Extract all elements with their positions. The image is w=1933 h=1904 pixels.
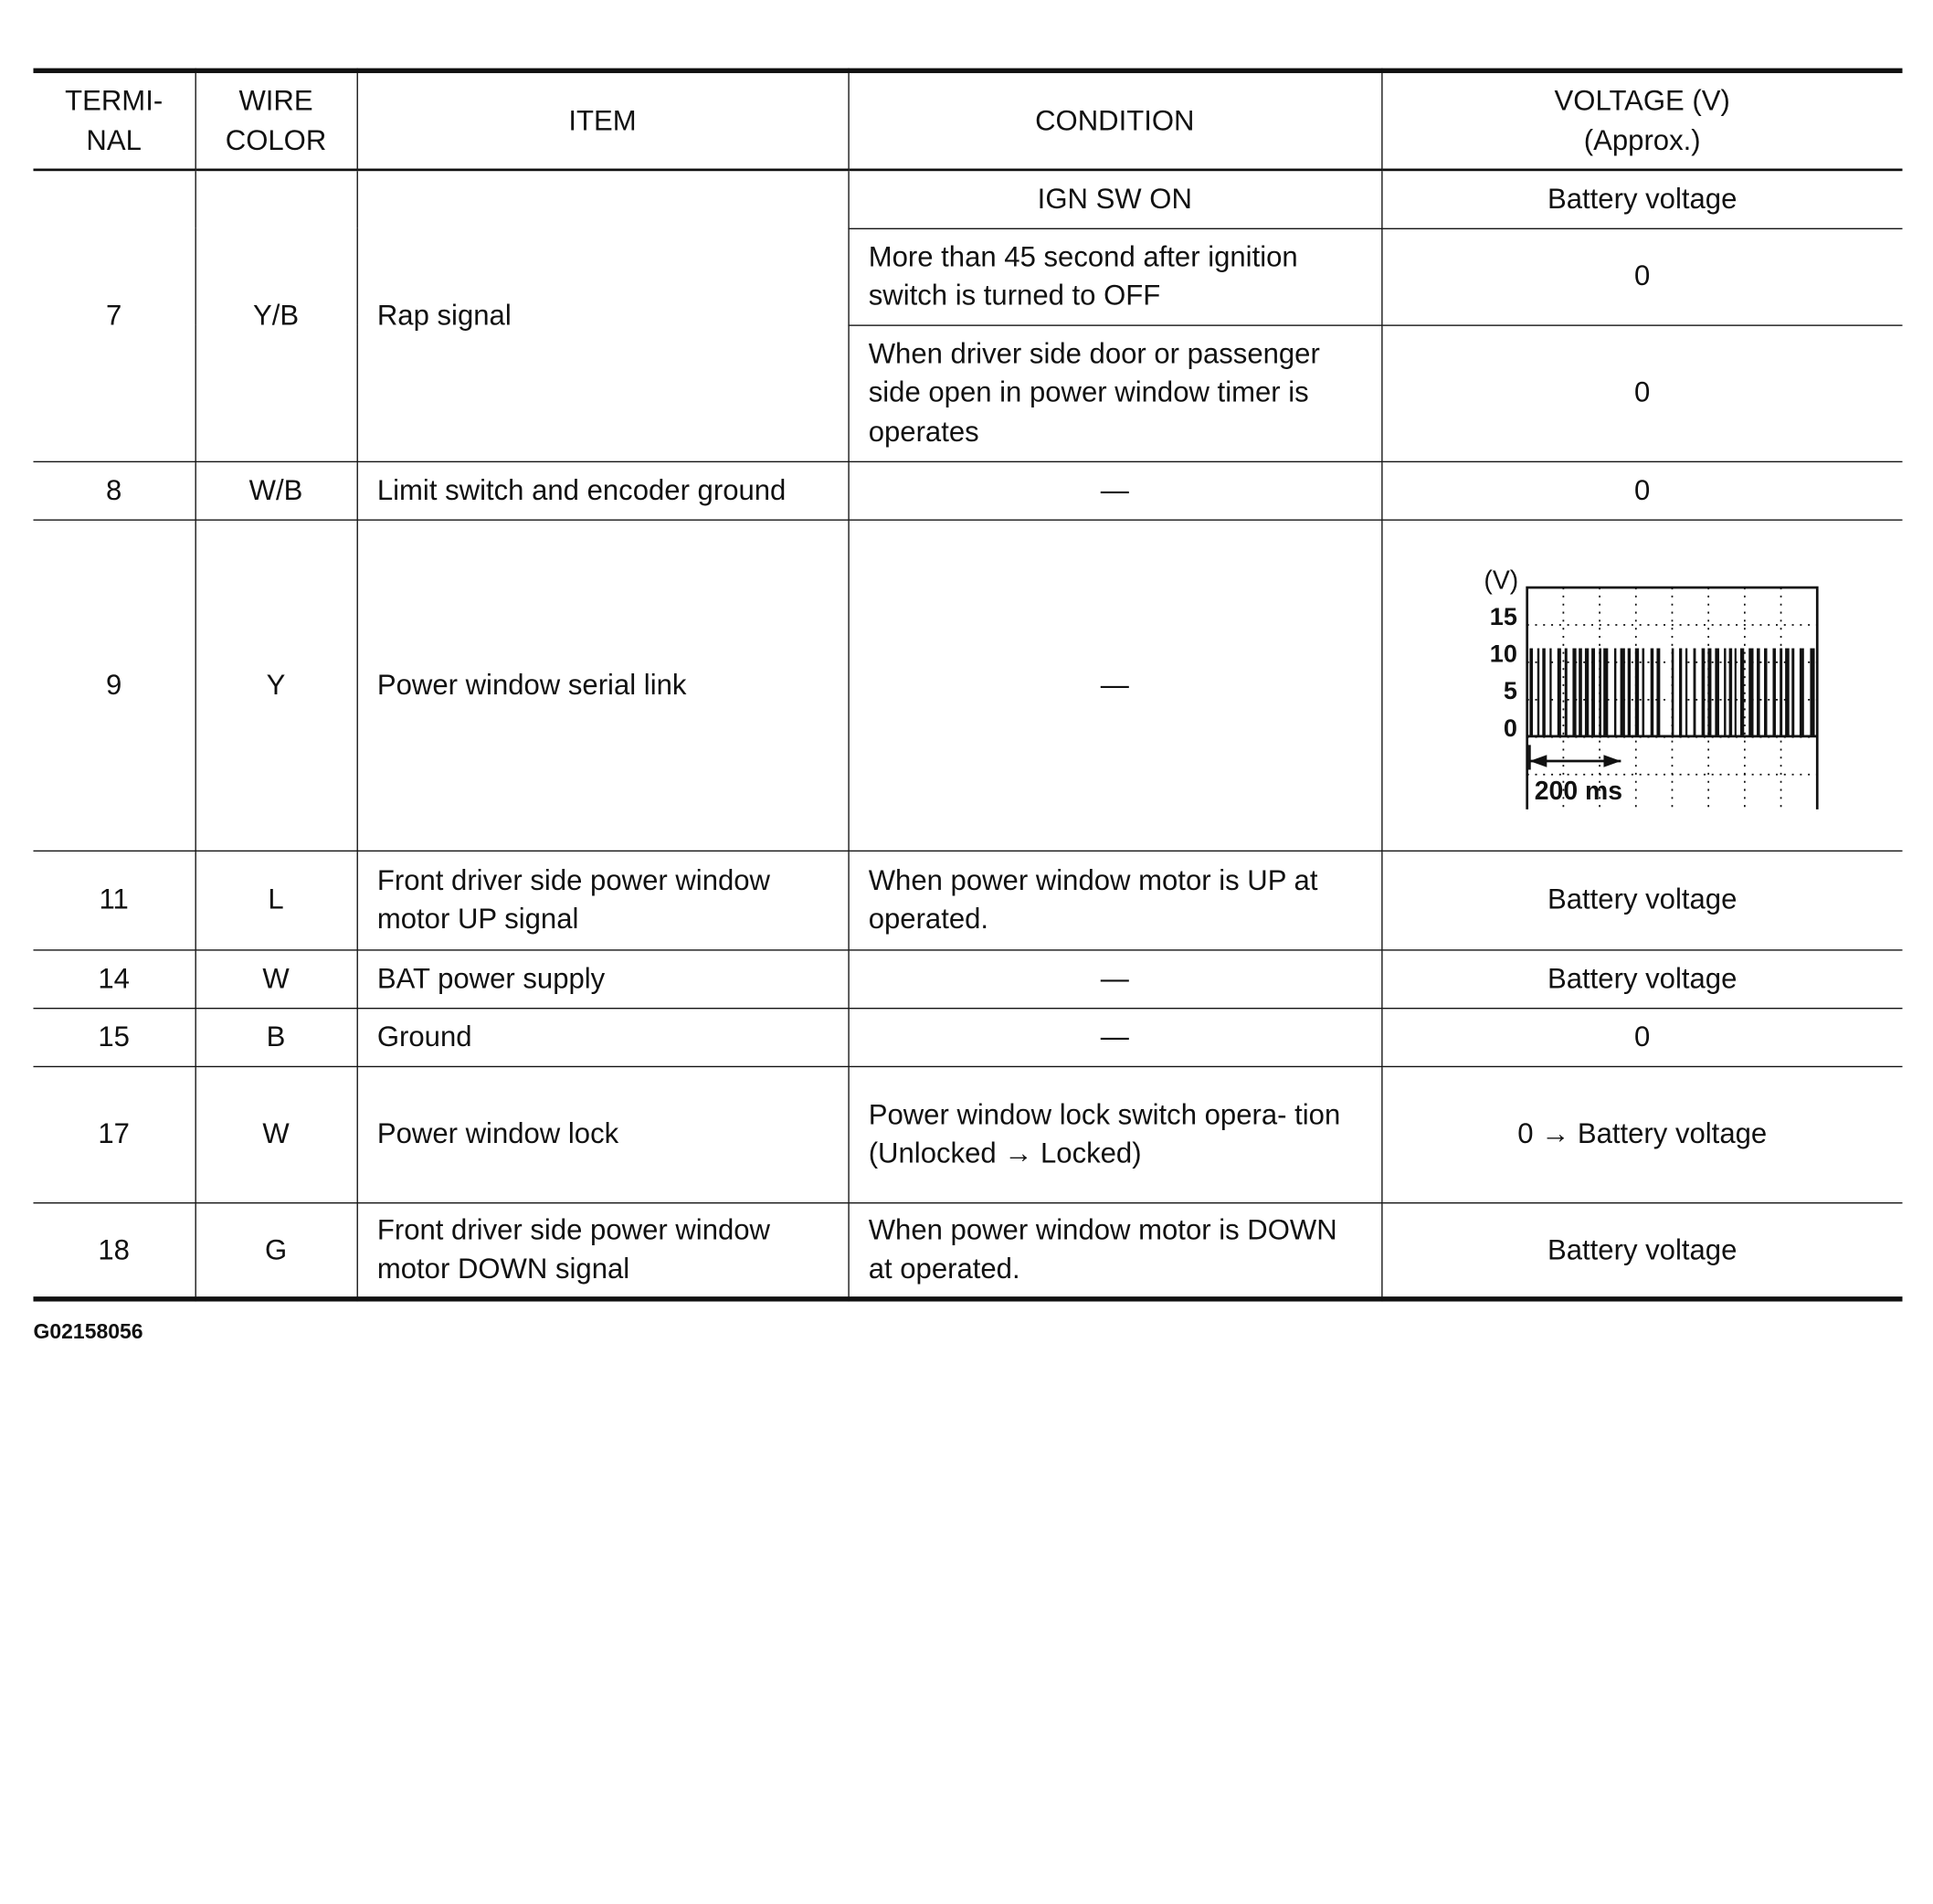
item-cell: Power window lock: [357, 1066, 849, 1202]
table-header-row: [33, 70, 1902, 170]
waveform-pulse: [1764, 648, 1768, 735]
condition-cell: —: [848, 1008, 1381, 1066]
waveform-unit-label: (V): [1484, 565, 1519, 595]
waveform-pulse: [1685, 648, 1687, 735]
wire-color-cell: W: [195, 1066, 357, 1202]
wire-color-cell: W/B: [195, 461, 357, 520]
table-row: [33, 949, 1902, 1008]
terminal-table: [33, 69, 1902, 1302]
waveform-pulse: [1800, 648, 1804, 735]
table-row: [33, 1202, 1902, 1299]
item-cell: Power window serial link: [357, 519, 849, 850]
header-condition: CONDITION: [848, 70, 1381, 170]
voltage-cell: 0: [1381, 324, 1902, 460]
waveform-pulse: [1621, 648, 1625, 735]
waveform-pulse: [1585, 648, 1589, 735]
voltage-cell: [1381, 519, 1902, 850]
waveform-pulse: [1579, 648, 1583, 735]
terminal-cell: 11: [33, 851, 195, 950]
document-id: G02158056: [33, 1319, 143, 1344]
item-cell: Front driver side power window motor UP signal: [357, 851, 849, 950]
waveform-pulse: [1811, 648, 1815, 735]
waveform-pulse: [1716, 648, 1720, 735]
condition-cell: Power window lock switch opera- tion (Unlocked → Locked): [848, 1066, 1381, 1202]
waveform-pulse: [1558, 648, 1561, 735]
voltage-cell: 0: [1381, 228, 1902, 325]
condition-cell: IGN SW ON: [848, 170, 1381, 228]
condition-cell: When power window motor is UP at operated.: [848, 851, 1381, 950]
waveform-pulse: [1604, 648, 1609, 735]
terminal-cell: 9: [33, 519, 195, 850]
waveform-pulse: [1785, 648, 1790, 735]
item-cell: Rap signal: [357, 170, 849, 461]
voltage-cell: Battery voltage: [1381, 170, 1902, 228]
terminal-cell: 15: [33, 1008, 195, 1066]
header-wire-color: WIRE COLOR: [195, 70, 357, 170]
condition-cell: When driver side door or passenger side open in power window timer is operates: [848, 324, 1381, 460]
condition-cell: —: [848, 519, 1381, 850]
wire-color-cell: Y: [195, 519, 357, 850]
table-row: [33, 1008, 1902, 1066]
table-row: [33, 851, 1902, 950]
table-row: [33, 170, 1902, 228]
waveform-pulse: [1672, 648, 1674, 735]
wire-color-cell: G: [195, 1202, 357, 1299]
header-voltage: VOLTAGE (V) (Approx.): [1381, 70, 1902, 170]
waveform-pulse: [1628, 648, 1631, 735]
serial-link-waveform: [1457, 561, 1827, 809]
waveform-tick-10: 10: [1490, 638, 1518, 667]
waveform-pulse: [1740, 648, 1744, 735]
waveform-pulse: [1565, 648, 1568, 735]
waveform-pulse: [1573, 648, 1577, 735]
terminal-cell: 17: [33, 1066, 195, 1202]
table-row: [33, 1066, 1902, 1202]
waveform-pulse: [1537, 648, 1539, 735]
terminal-cell: 7: [33, 170, 195, 461]
waveform-tick-0: 0: [1504, 713, 1518, 742]
wire-color-cell: W: [195, 949, 357, 1008]
item-cell: Limit switch and encoder ground: [357, 461, 849, 520]
waveform-pulse: [1729, 648, 1733, 735]
condition-cell: —: [848, 461, 1381, 520]
waveform-pulse: [1591, 648, 1595, 735]
waveform-pulse: [1679, 648, 1682, 735]
waveform-pulse: [1550, 648, 1552, 735]
condition-cell: When power window motor is DOWN at operated.: [848, 1202, 1381, 1299]
waveform-pulse: [1792, 648, 1795, 735]
table-row: [33, 461, 1902, 520]
terminal-cell: 8: [33, 461, 195, 520]
wire-color-cell: L: [195, 851, 357, 950]
waveform-pulse: [1724, 648, 1726, 735]
waveform-pulse: [1657, 648, 1661, 735]
waveform-pulse: [1530, 648, 1534, 735]
waveform-pulse: [1694, 648, 1696, 735]
table-row: [33, 519, 1902, 850]
voltage-cell: 0: [1381, 461, 1902, 520]
terminal-cell: 14: [33, 949, 195, 1008]
waveform-pulse: [1757, 648, 1760, 735]
voltage-cell: Battery voltage: [1381, 851, 1902, 950]
waveform-pulse: [1773, 648, 1777, 735]
waveform-tick-5: 5: [1504, 675, 1518, 704]
waveform-pulse: [1708, 648, 1712, 735]
voltage-cell: 0 → Battery voltage: [1381, 1066, 1902, 1202]
condition-cell: —: [848, 949, 1381, 1008]
waveform-pulse: [1635, 648, 1639, 735]
item-cell: Ground: [357, 1008, 849, 1066]
waveform-pulse: [1780, 648, 1783, 735]
item-cell: Front driver side power window motor DOWN signal: [357, 1202, 849, 1299]
voltage-cell: Battery voltage: [1381, 949, 1902, 1008]
wire-color-cell: B: [195, 1008, 357, 1066]
item-cell: BAT power supply: [357, 949, 849, 1008]
waveform-pulse: [1600, 648, 1602, 735]
header-item: ITEM: [357, 70, 849, 170]
terminal-cell: 18: [33, 1202, 195, 1299]
waveform-pulse: [1614, 648, 1616, 735]
wire-color-cell: Y/B: [195, 170, 357, 461]
voltage-cell: 0: [1381, 1008, 1902, 1066]
waveform-pulse: [1543, 648, 1547, 735]
waveform-pulse: [1735, 648, 1737, 735]
waveform-pulse: [1643, 648, 1645, 735]
waveform-pulse: [1651, 648, 1654, 735]
waveform-pulse: [1749, 648, 1754, 735]
header-terminal: TERMI- NAL: [33, 70, 195, 170]
waveform-time-label: 200 ms: [1535, 776, 1623, 806]
condition-cell: More than 45 second after ignition switch is turned to OFF: [848, 228, 1381, 325]
waveform-tick-15: 15: [1490, 601, 1518, 630]
voltage-cell: Battery voltage: [1381, 1202, 1902, 1299]
waveform-pulse: [1702, 648, 1706, 735]
